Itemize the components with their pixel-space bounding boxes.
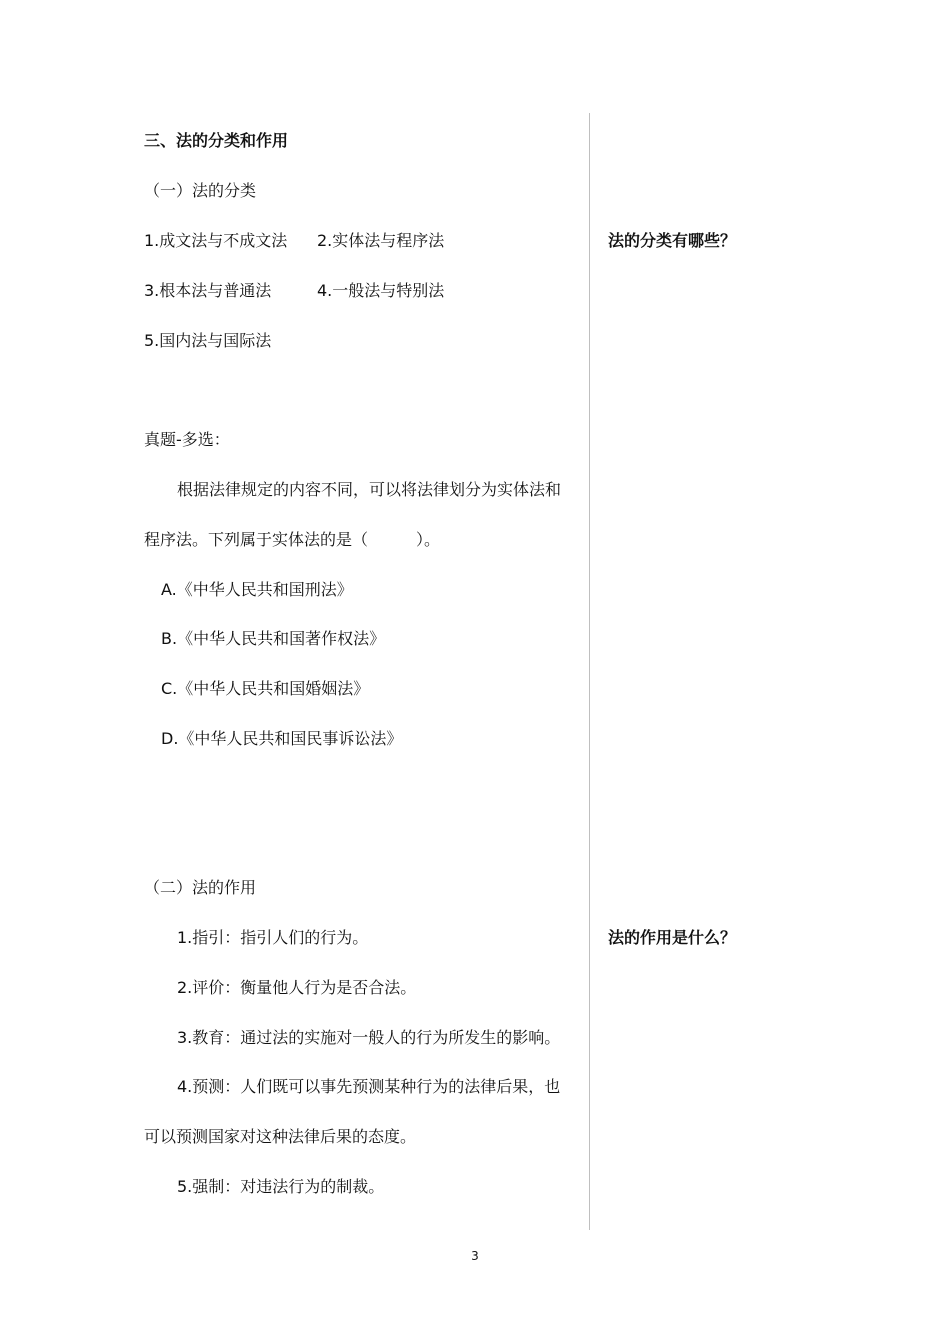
classification-item-1: 1.成文法与不成文法 [144, 231, 288, 250]
function-item-3: 3.教育：通过法的实施对一般人的行为所发生的影响。 [177, 1028, 561, 1047]
column-divider [589, 113, 590, 1230]
exam-question-stem-line1: 根据法律规定的内容不同，可以将法律划分为实体法和 [177, 480, 562, 499]
functions-heading: （二）法的作用 [144, 878, 257, 897]
exam-question-stem-line2: 程序法。下列属于实体法的是（ ）。 [144, 530, 441, 549]
function-item-1: 1.指引：指引人们的行为。 [177, 928, 369, 947]
classification-item-3: 3.根本法与普通法 [144, 281, 272, 300]
classification-item-5: 5.国内法与国际法 [144, 331, 272, 350]
exam-option-c: C.《中华人民共和国婚姻法》 [161, 679, 370, 698]
section-title: 三、法的分类和作用 [144, 131, 289, 150]
exam-question-label: 真题-多选： [144, 430, 230, 449]
function-item-4-line1: 4.预测：人们既可以事先预测某种行为的法律后果，也 [177, 1077, 561, 1096]
note-classification-question: 法的分类有哪些？ [608, 231, 737, 250]
classification-item-2: 2.实体法与程序法 [317, 231, 445, 250]
classification-item-4: 4.一般法与特别法 [317, 281, 445, 300]
classification-heading: （一）法的分类 [144, 181, 257, 200]
page-number: 3 [471, 1249, 479, 1263]
exam-option-a: A.《中华人民共和国刑法》 [161, 580, 353, 599]
note-function-question: 法的作用是什么？ [608, 928, 737, 947]
function-item-2: 2.评价：衡量他人行为是否合法。 [177, 978, 417, 997]
exam-option-d: D.《中华人民共和国民事诉讼法》 [161, 729, 403, 748]
function-item-5: 5.强制：对违法行为的制裁。 [177, 1177, 385, 1196]
function-item-4-line2: 可以预测国家对这种法律后果的态度。 [144, 1127, 417, 1146]
exam-option-b: B.《中华人民共和国著作权法》 [161, 629, 386, 648]
